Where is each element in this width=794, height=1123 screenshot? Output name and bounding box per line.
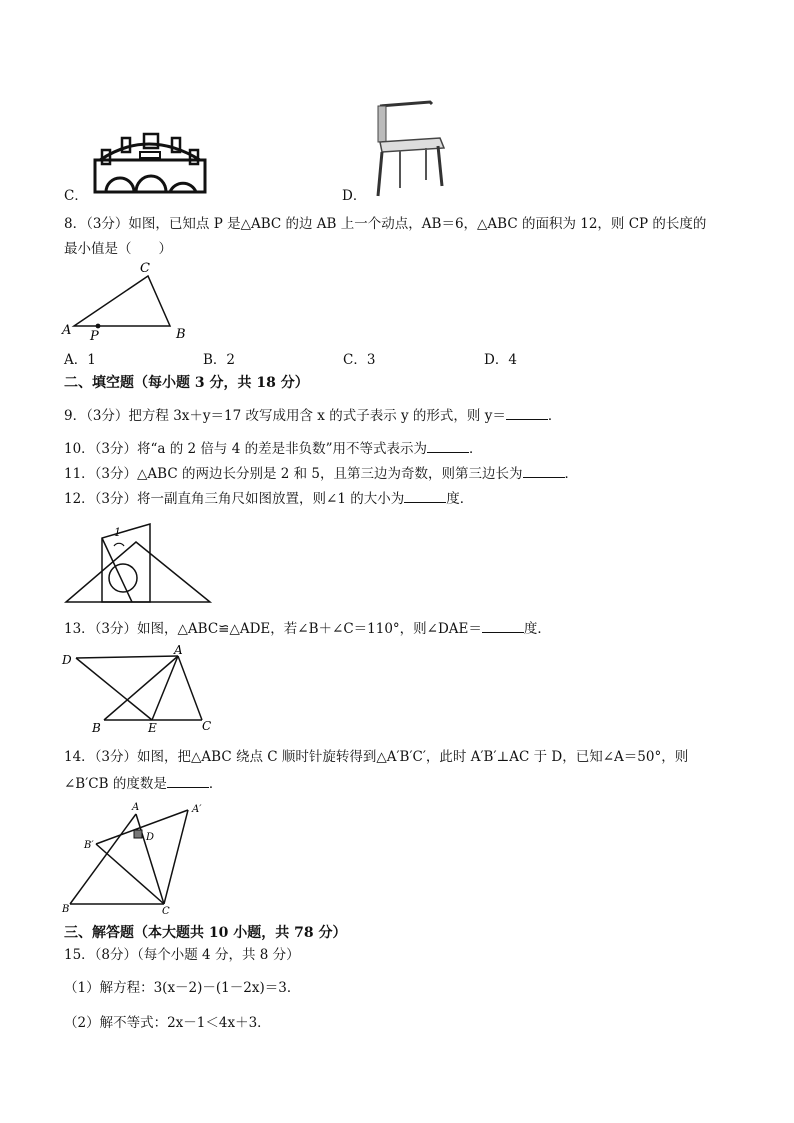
q13-triangles-figure: [58, 644, 218, 734]
q14-label-d: D: [146, 832, 155, 843]
q9-line: [64, 407, 561, 425]
q8-label-a: A: [62, 323, 72, 338]
q10-line: [64, 440, 483, 458]
q12-end: 度．: [446, 491, 474, 507]
q8-option-b: B．2: [203, 352, 236, 368]
q9-answer-blank[interactable]: [506, 407, 548, 420]
q8-triangle-figure: [60, 258, 200, 344]
q13-label-d: D: [62, 653, 72, 667]
q13-label-b: B: [92, 721, 101, 734]
chair-figure: [370, 98, 450, 198]
q8-label-b: B: [176, 327, 186, 342]
q14-text: ∠B′CB 的度数是: [64, 776, 167, 792]
bridge-figure: [92, 124, 210, 196]
q9-end: ．: [547, 408, 562, 424]
q14-end: ．: [208, 776, 223, 792]
q11-text: 11．（3分）△ABC 的两边长分别是 2 和 5，且第三边为奇数，则第三边长为: [64, 466, 523, 482]
option-d-label: D．: [342, 188, 367, 204]
q13-text: 13．（3分）如图，△ABC≌△ADE，若∠B＋∠C＝110°，则∠DAE＝: [64, 621, 482, 637]
q8-label-c: C: [140, 261, 150, 276]
q15-part1: （1）解方程：3(x－2)－(1－2x)＝3．: [64, 980, 301, 996]
q13-end: 度．: [523, 621, 551, 637]
q9-text: 9．（3分）把方程 3x＋y＝17 改写成用含 x 的式子表示 y 的形式，则 y＝: [64, 408, 506, 424]
q14-line2: [64, 775, 222, 793]
q13-line: [64, 620, 551, 638]
q10-answer-blank[interactable]: [427, 440, 469, 453]
q10-end: ．: [469, 441, 483, 457]
q12-text: 12．（3分）将一副直角三角尺如图放置，则∠1 的大小为: [64, 491, 405, 507]
q13-label-a: A: [174, 644, 183, 657]
q15-header: 15．（8分）（每个小题 4 分，共 8 分）: [64, 947, 300, 963]
section3-title: 三、解答题（本大题共 10 小题，共 78 分）: [64, 925, 347, 941]
section2-title: 二、填空题（每小题 3 分，共 18 分）: [64, 375, 309, 391]
q8-option-d: D．4: [484, 352, 517, 368]
q13-label-c: C: [202, 719, 212, 733]
q14-label-a-prime: A′: [192, 804, 202, 815]
q8-line2: 最小值是（ ）: [64, 241, 172, 257]
q12-set-squares-figure: [62, 520, 218, 606]
q14-label-a: A: [132, 802, 140, 813]
q10-text: 10．（3分）将“a 的 2 倍与 4 的差是非负数”用不等式表示为: [64, 441, 428, 457]
q11-answer-blank[interactable]: [523, 465, 565, 478]
q15-part2: （2）解不等式：2x－1＜4x＋3．: [64, 1015, 271, 1031]
q11-line: [64, 465, 578, 483]
option-c-label: C．: [64, 188, 88, 204]
q13-label-e: E: [148, 721, 157, 734]
q14-label-c: C: [162, 906, 170, 914]
q14-label-b-prime: B′: [84, 840, 94, 851]
q8-label-p: P: [90, 329, 99, 344]
q13-answer-blank[interactable]: [482, 620, 524, 633]
q12-answer-blank[interactable]: [404, 490, 446, 503]
q8-option-a: A．1: [64, 352, 96, 368]
q11-end: ．: [564, 466, 578, 482]
q14-label-b: B: [62, 904, 70, 914]
q14-line1: 14．（3分）如图，把△ABC 绕点 C 顺时针旋转得到△A′B′C′，此时 A′B′⊥AC 于 D，已知∠A＝50°，则: [64, 749, 689, 765]
q12-line: [64, 490, 473, 508]
q14-answer-blank[interactable]: [167, 775, 209, 788]
q12-angle-label: 1: [114, 526, 121, 539]
q14-rotation-figure: [60, 798, 220, 914]
q8-line1: 8．（3分）如图，已知点 P 是△ABC 的边 AB 上一个动点，AB＝6，△ABC 的面积为 12，则 CP 的长度的: [64, 216, 707, 232]
q8-option-c: C．3: [343, 352, 376, 368]
